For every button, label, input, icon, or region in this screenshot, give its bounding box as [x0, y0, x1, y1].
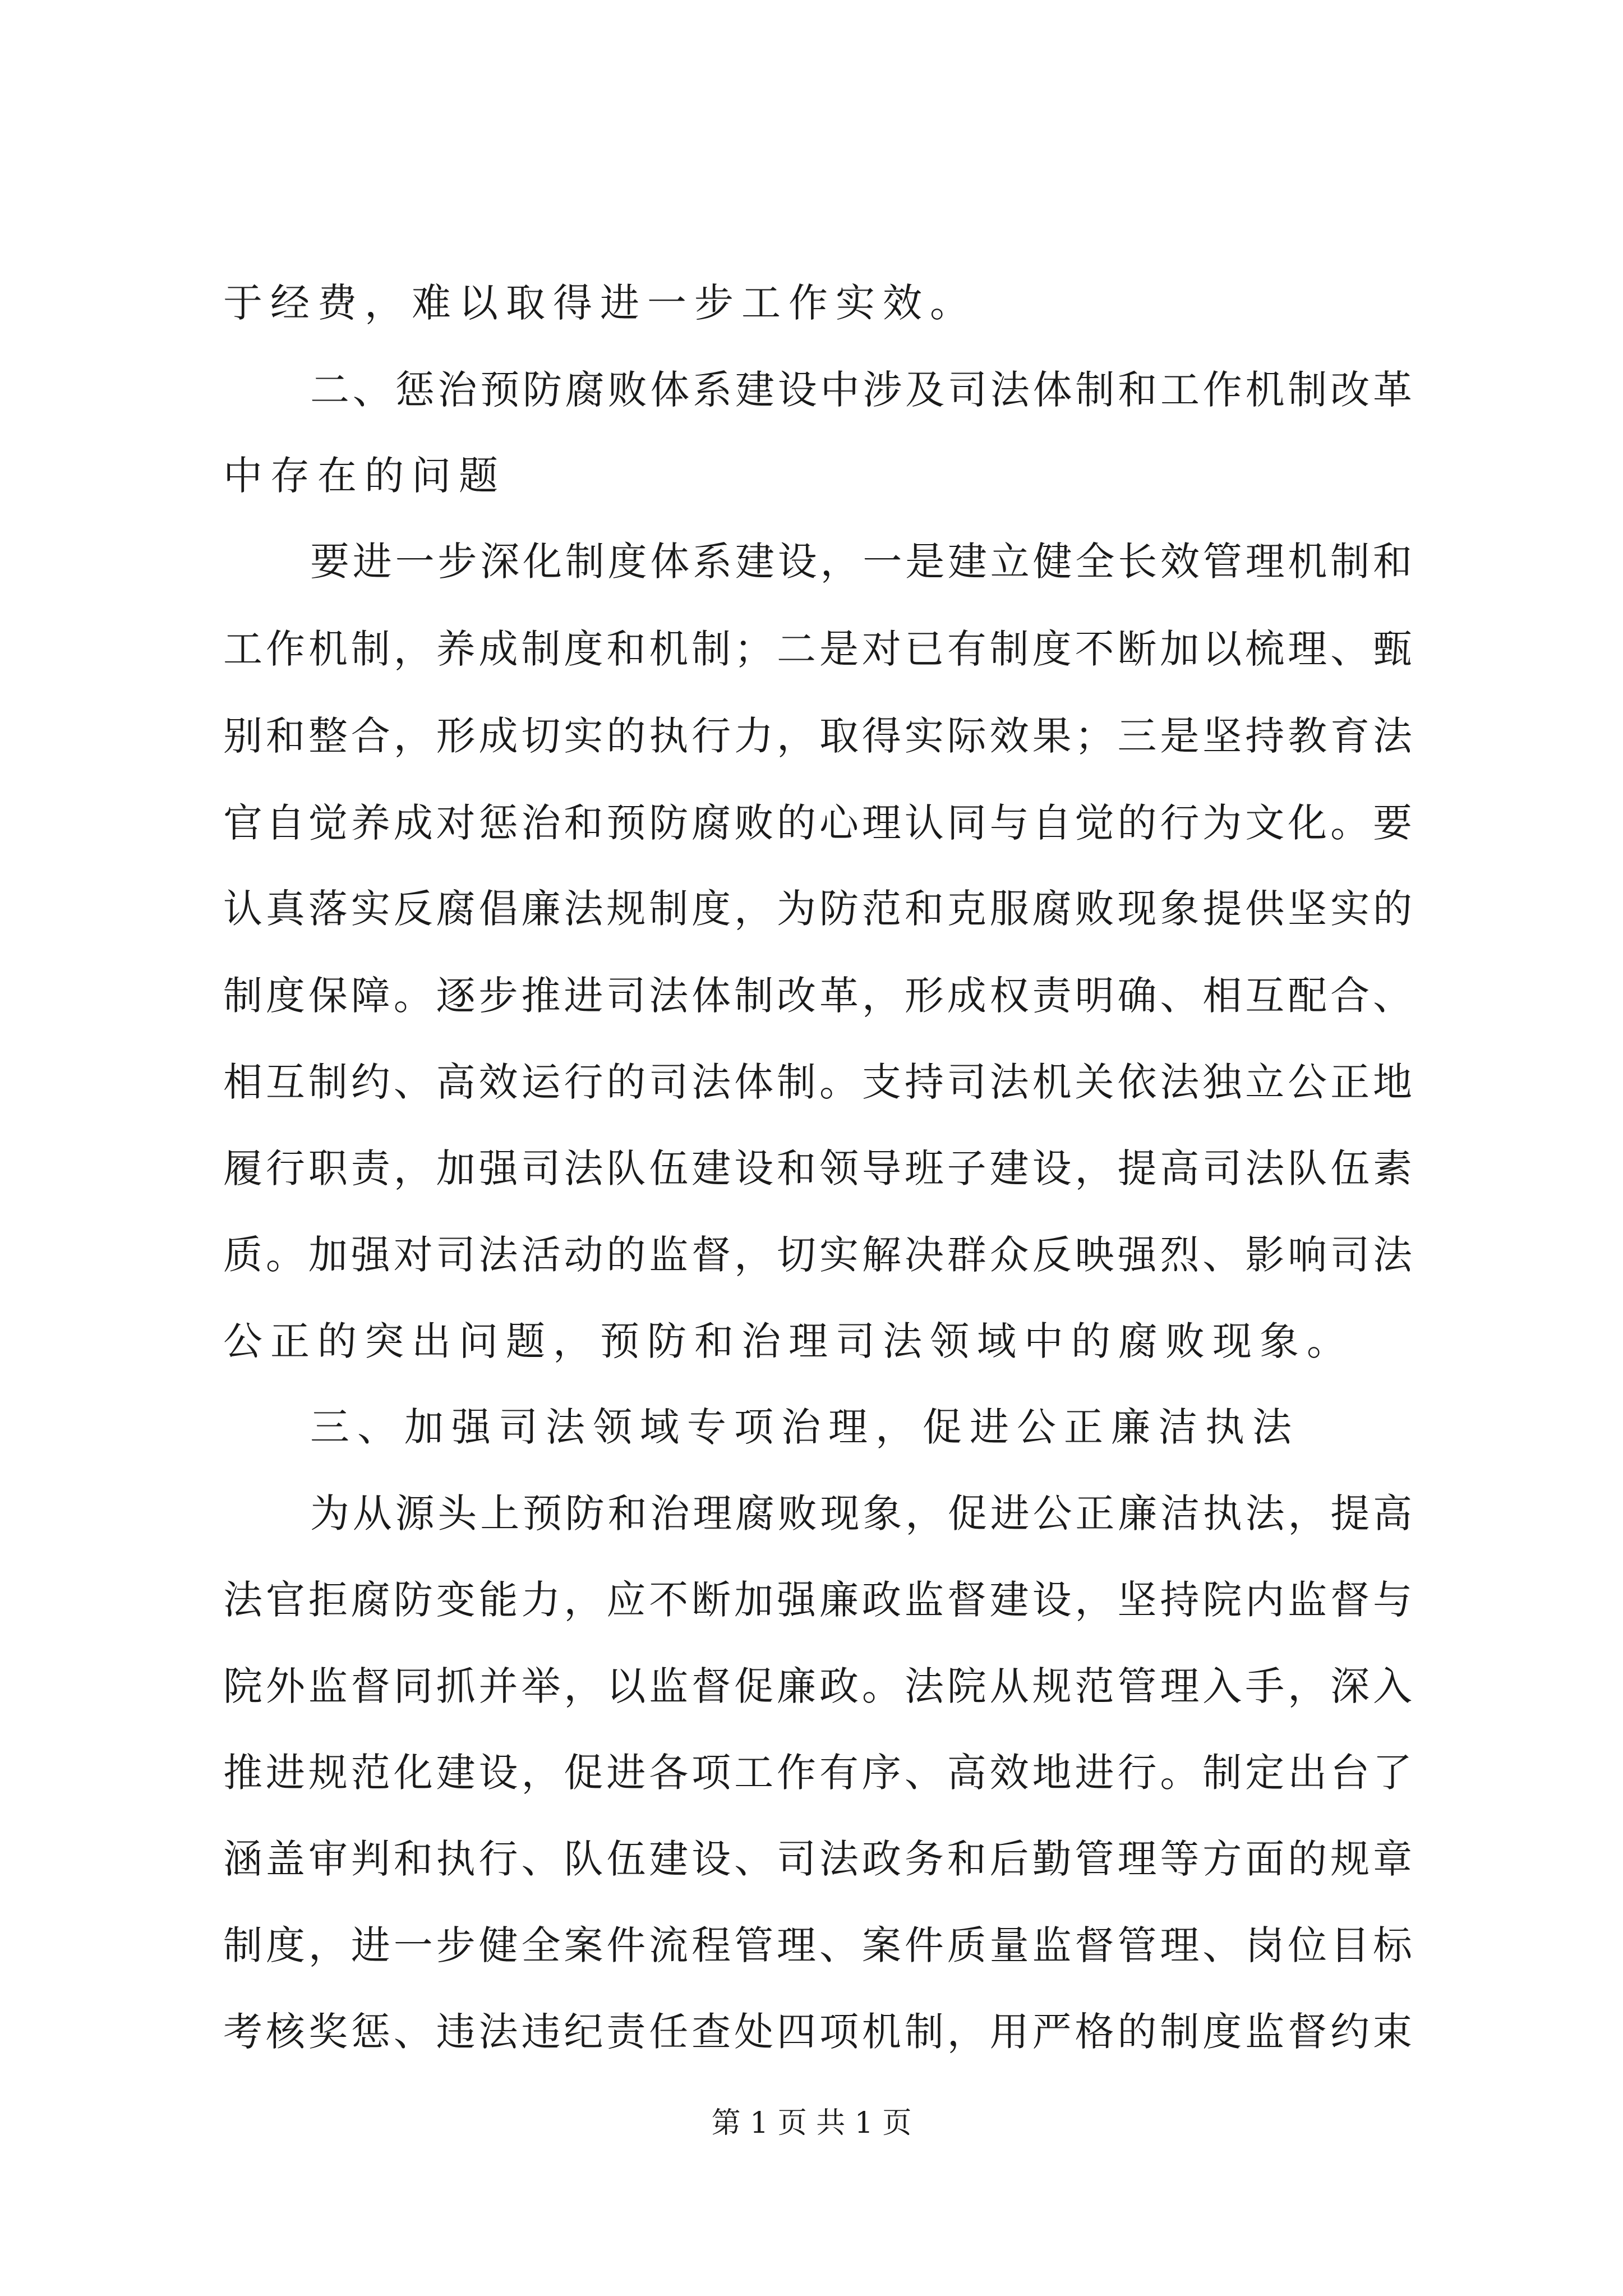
text-line: 履行职责，加强司法队伍建设和领导班子建设，提高司法队伍素 — [223, 1145, 1412, 1191]
paragraph-first-line: 要进一步深化制度体系建设，一是建立健全长效管理机制和 — [310, 539, 1412, 585]
text-line: 院外监督同抓并举，以监督促廉政。法院从规范管理入手，深入 — [223, 1663, 1412, 1709]
section-heading: 二、惩治预防腐败体系建设中涉及司法体制和工作机制改革 — [310, 367, 1412, 413]
text-line: 认真落实反腐倡廉法规制度，为防范和克服腐败现象提供坚实的 — [223, 886, 1412, 932]
text-line: 制度，进一步健全案件流程管理、案件质量监督管理、岗位目标 — [223, 1922, 1412, 1968]
text-line: 于经费，难以取得进一步工作实效。 — [223, 280, 977, 326]
text-line: 推进规范化建设，促进各项工作有序、高效地进行。制定出台了 — [223, 1750, 1412, 1796]
text-line: 别和整合，形成切实的执行力，取得实际效果；三是坚持教育法 — [223, 713, 1412, 759]
text-line: 质。加强对司法活动的监督，切实解决群众反映强烈、影响司法 — [223, 1232, 1412, 1278]
section-heading-continued: 中存在的问题 — [223, 453, 506, 499]
section-heading: 三、加强司法领域专项治理，促进公正廉洁执法 — [310, 1404, 1299, 1450]
text-line: 相互制约、高效运行的司法体制。支持司法机关依法独立公正地 — [223, 1059, 1412, 1105]
paragraph-first-line: 为从源头上预防和治理腐败现象，促进公正廉洁执法，提高 — [310, 1490, 1412, 1536]
text-line: 法官拒腐防变能力，应不断加强廉政监督建设，坚持院内监督与 — [223, 1577, 1412, 1623]
text-line: 制度保障。逐步推进司法体制改革，形成权责明确、相互配合、 — [223, 973, 1412, 1019]
text-line: 公正的突出问题，预防和治理司法领域中的腐败现象。 — [223, 1318, 1354, 1364]
text-line: 考核奖惩、违法违纪责任查处四项机制，用严格的制度监督约束 — [223, 2009, 1412, 2055]
text-line: 工作机制，养成制度和机制；二是对已有制度不断加以梳理、甄 — [223, 626, 1412, 672]
text-line: 官自觉养成对惩治和预防腐败的心理认同与自觉的行为文化。要 — [223, 800, 1412, 846]
text-line: 涵盖审判和执行、队伍建设、司法政务和后勤管理等方面的规章 — [223, 1836, 1412, 1882]
page-number-footer: 第 1 页 共 1 页 — [711, 2106, 912, 2140]
